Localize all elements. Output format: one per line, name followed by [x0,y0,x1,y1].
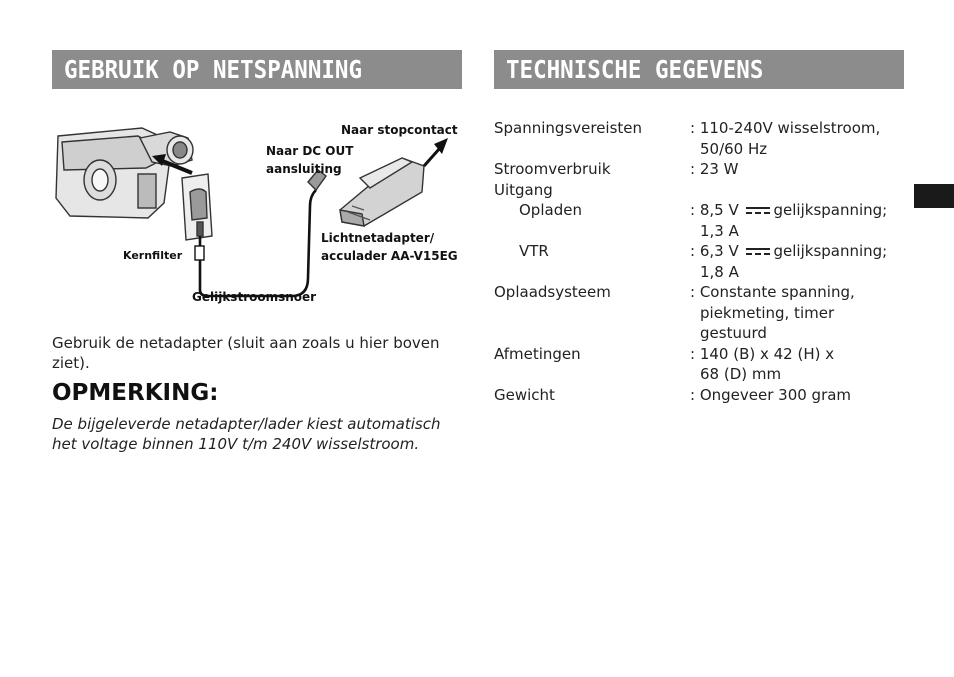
label-dc-cord: Gelijkstroomsnoer [192,290,317,304]
spec-row [494,385,904,406]
core-filter-icon [195,246,204,260]
spec-value: 50/60 Hz [700,139,768,158]
note-text: De bijgeleverde netadapter/lader kiest automatisch het voltage binnen 110V t/m 240V wisselstroom. [52,415,441,453]
label-to-outlet: Naar stopcontact [341,123,458,137]
dc-symbol-icon [746,247,770,256]
spec-value: piekmeting, timer [700,303,835,322]
spec-label: VTR [519,242,549,260]
spec-value: 1,3 A [700,221,739,240]
instruction-text: Gebruik de netadapter (sluit aan zoals u hier boven ziet). [52,334,440,372]
spec-label: Spanningsvereisten [494,119,643,137]
spec-value: : 23 W [690,160,739,178]
spec-label: Uitgang [494,180,553,199]
spec-value: 68 (D) mm [700,365,782,383]
page-edge-tab [914,184,954,208]
label-dc-out-1: Naar DC OUT [266,144,354,158]
spec-value: : 110-240V wisselstroom, [690,119,881,137]
spec-value: 1,8 A [700,262,739,281]
spec-row [494,221,904,242]
spec-list [494,118,904,405]
spec-row [494,303,904,324]
spec-row [494,118,904,139]
adapter-icon [340,158,424,226]
spec-value: : 8,5 V gelijkspanning; [690,201,888,219]
dc-symbol-icon [746,206,770,215]
spec-label: Opladen [519,201,582,219]
spec-row [494,364,904,385]
spec-row [494,180,904,201]
section-heading-technische-gegevens: TECHNISCHE GEGEVENS [494,50,904,89]
camcorder-adapter-drawing [52,118,472,313]
spec-label: Stroomverbruik [494,160,611,178]
arrow-to-outlet-icon [424,138,448,166]
label-core-filter: Kernfilter [123,249,183,262]
spec-row [494,282,904,303]
spec-row [494,200,904,221]
spec-row [494,159,904,180]
dc-plug-icon [182,174,212,240]
spec-row [494,241,904,262]
spec-value: gestuurd [700,324,767,342]
spec-value: : 140 (B) x 42 (H) x [690,344,835,363]
section-heading-netspanning: GEBRUIK OP NETSPANNING [52,50,462,89]
camcorder-icon [56,128,193,218]
note-heading: OPMERKING: [52,380,219,406]
spec-label: Afmetingen [494,344,581,363]
spec-row [494,262,904,283]
spec-value: : Ongeveer 300 gram [690,385,852,404]
spec-label: Gewicht [494,385,555,404]
spec-row [494,323,904,344]
label-adapter-2: acculader AA-V15EG [321,249,458,263]
label-dc-out-2: aansluiting [266,162,342,176]
spec-value: : 6,3 V gelijkspanning; [690,242,888,260]
spec-value: : Constante spanning, [690,283,855,301]
label-adapter-1: Lichtnetadapter/ [321,231,435,245]
spec-row [494,344,904,365]
spec-label: Oplaadsysteem [494,283,611,301]
dc-cord [200,190,316,296]
connection-illustration [52,118,472,313]
spec-row [494,139,904,160]
